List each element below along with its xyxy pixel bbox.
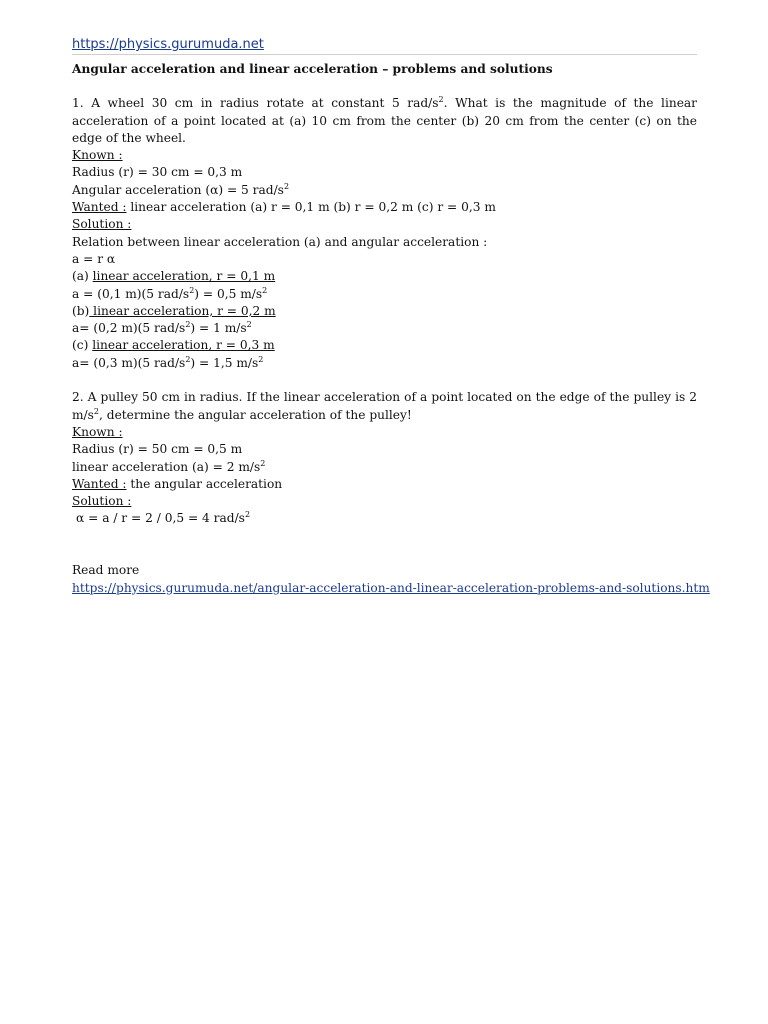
problem-1-statement: 1. A wheel 30 cm in radius rotate at constant 5 rad/$s^2$. What is the magnitude of the linear acceleration of a point located at (a) 10 cm from the center (b) 20 cm from the center (c) on the edge of the wheel. <box>72 95 697 145</box>
problem-1-solution-label: Solution : <box>72 217 132 232</box>
problem-1-radius: Radius (r) = 30 cm = 0,3 m <box>72 165 243 180</box>
problem-2-statement: 2. A pulley 50 cm in radius. If the linear acceleration of a point located on the edge of the pulley is 2 $m/s^2$, determine the angular acceleration of the pulley! <box>72 390 697 422</box>
problem-2-solution-calc: α = a / r = 2 / 0,5 = 4 rad/$s^2$ <box>76 510 251 526</box>
document-page <box>72 36 710 597</box>
problem-2-radius: Radius (r) = 50 cm = 0,5 m <box>72 442 243 457</box>
problem-2-wanted: Wanted : the angular acceleration <box>72 476 283 491</box>
problem-1-known-label: Known : <box>72 148 123 163</box>
problem-2-solution-label: Solution : <box>72 494 132 509</box>
problem-1-part-c-calc: a= (0,3 m)(5 rad/$s^2) = 1,5$ $m/s^2$ <box>72 354 264 370</box>
problem-1-part-b-calc: a= (0,2 m)(5 rad/$s^2) = 1$ $m/s^2$ <box>72 320 252 336</box>
header-divider <box>72 54 697 55</box>
problem-2-known-label: Known : <box>72 424 123 439</box>
problem-1-part-a-calc: a = (0,1 m)(5 rad/$s^2) = 0,5$ $m/s^2$ <box>72 285 268 301</box>
problem-1-relation: Relation between linear acceleration (a) and angular acceleration : <box>72 234 488 249</box>
spacer <box>72 372 697 389</box>
problem-1-part-a-heading: (a) linear acceleration, r = 0,1 m <box>72 269 276 284</box>
problem-2-linear-acceleration: linear acceleration (a) = 2 $m/s^2$ <box>72 458 266 474</box>
problem-1-wanted: Wanted : linear acceleration (a) r = 0,1 m (b) r = 0,2 m (c) r = 0,3 m <box>72 200 496 215</box>
problem-1-formula: a = r α <box>72 251 116 266</box>
problem-1-part-c-heading: (c) linear acceleration, r = 0,3 m <box>72 338 275 353</box>
spacer <box>72 528 697 563</box>
read-more-label: Read more <box>72 563 140 578</box>
document-title: Angular acceleration and linear acceleration – problems and solutions <box>72 62 553 76</box>
problem-1-angular-acceleration: Angular acceleration (α) = 5 rad/$s^2$ <box>72 181 290 197</box>
read-more-link[interactable]: https://physics.gurumuda.net/angular-acceleration-and-linear-acceleration-problems-and-solutions.htm <box>72 580 710 595</box>
header-site-link[interactable]: https://physics.gurumuda.net <box>72 37 264 52</box>
problem-1-part-b-heading: (b) linear acceleration, r = 0,2 m <box>72 303 276 318</box>
